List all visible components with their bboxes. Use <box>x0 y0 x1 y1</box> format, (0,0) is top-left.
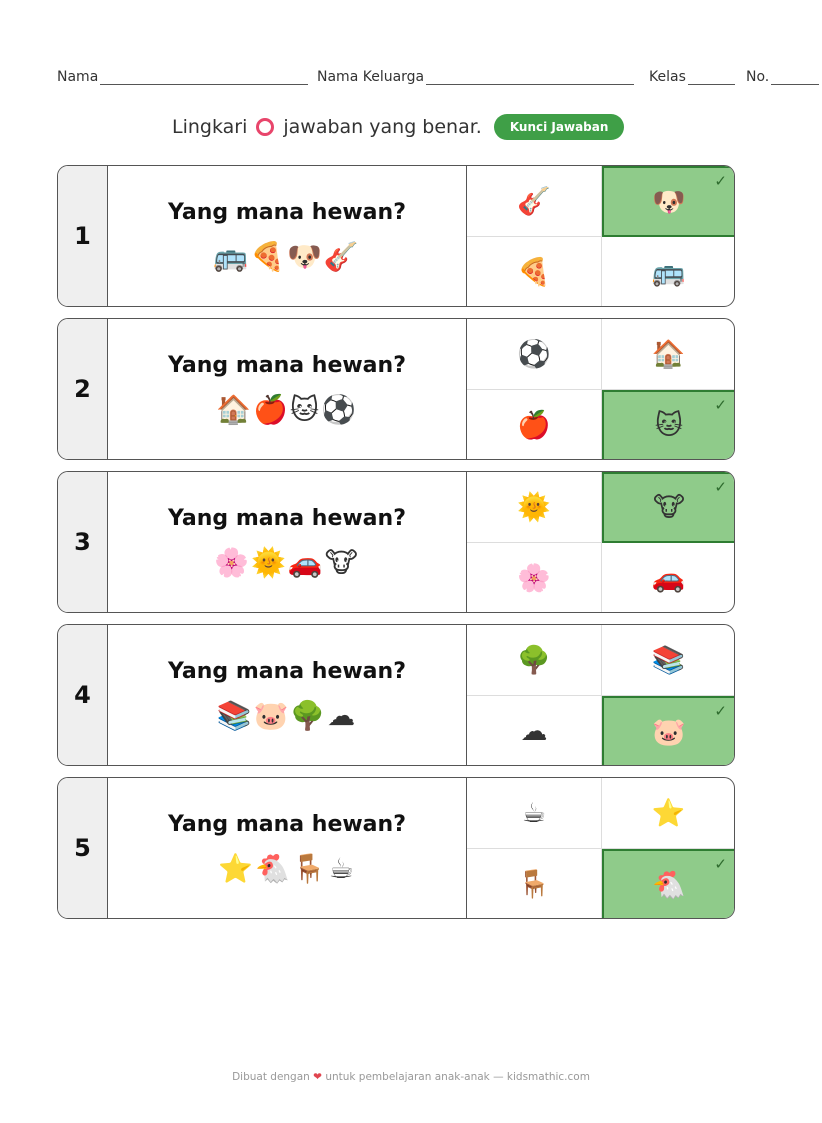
option-emoji: 🚌 <box>651 257 686 288</box>
check-icon: ✓ <box>714 702 727 720</box>
check-icon: ✓ <box>714 478 727 496</box>
footer <box>0 1071 822 1083</box>
class-label: Kelas <box>649 69 686 85</box>
answer-option[interactable] <box>467 237 602 307</box>
answer-option[interactable] <box>467 696 602 766</box>
answer-option[interactable] <box>467 472 602 543</box>
option-emoji: ⭐ <box>651 798 686 829</box>
question-card <box>57 624 735 766</box>
question-panel <box>108 625 467 765</box>
answer-option[interactable] <box>467 625 602 696</box>
question-text: Yang mana hewan? <box>168 200 406 225</box>
question-panel <box>108 319 467 459</box>
option-emoji: 🐷 <box>652 716 686 748</box>
answer-option[interactable] <box>602 625 735 696</box>
name-label: Nama <box>57 69 99 85</box>
option-emoji: ☁ <box>520 715 548 747</box>
option-emoji: 🍎 <box>517 410 551 441</box>
answer-option-correct[interactable] <box>602 390 735 460</box>
answer-option[interactable] <box>602 237 735 307</box>
footer-text-before: Dibuat dengan <box>232 1071 310 1083</box>
answer-option-correct[interactable] <box>602 472 735 543</box>
question-panel <box>108 778 467 918</box>
question-items: 📚🐷🌳☁ <box>216 699 358 732</box>
option-emoji: 🎸 <box>517 186 551 217</box>
answer-option[interactable] <box>602 543 735 613</box>
option-emoji: 🏠 <box>651 339 686 370</box>
question-text: Yang mana hewan? <box>168 506 406 531</box>
family-name-label: Nama Keluarga <box>317 69 425 85</box>
option-emoji: 🌞 <box>517 492 551 523</box>
question-number: 2 <box>58 319 108 459</box>
student-info-header <box>57 68 822 90</box>
answer-grid <box>467 166 735 306</box>
question-number: 4 <box>58 625 108 765</box>
option-emoji: 🌳 <box>517 645 551 676</box>
option-emoji: 🐶 <box>652 186 686 218</box>
question-card <box>57 165 735 307</box>
answer-option[interactable] <box>467 166 602 237</box>
name-line[interactable] <box>100 68 308 85</box>
check-icon: ✓ <box>714 855 727 873</box>
question-items: 🚌🍕🐶🎸 <box>213 240 361 273</box>
answer-grid <box>467 319 735 459</box>
question-items: 🏠🍎🐱⚽ <box>216 393 358 426</box>
option-emoji: 🚗 <box>651 563 686 594</box>
family-name-line[interactable] <box>426 68 634 85</box>
circle-icon <box>256 118 274 136</box>
answer-option[interactable] <box>602 319 735 390</box>
answer-option[interactable] <box>467 849 602 919</box>
family-name-field[interactable] <box>317 68 634 85</box>
question-items: 🌸🌞🚗🐮 <box>214 546 360 579</box>
question-text: Yang mana hewan? <box>168 659 406 684</box>
question-card <box>57 318 735 460</box>
answer-option[interactable] <box>467 319 602 390</box>
option-emoji: 🪑 <box>517 869 551 900</box>
answer-key-badge: Kunci Jawaban <box>494 114 625 140</box>
check-icon: ✓ <box>714 172 727 190</box>
class-field[interactable] <box>649 68 735 85</box>
option-emoji: 📚 <box>651 645 686 676</box>
answer-option[interactable] <box>602 778 735 849</box>
class-line[interactable] <box>688 68 735 85</box>
answer-grid <box>467 778 735 918</box>
answer-option-correct[interactable] <box>602 696 735 766</box>
instruction-text-before: Lingkari <box>172 116 248 138</box>
question-panel <box>108 166 467 306</box>
question-items: ⭐🐔🪑☕ <box>218 852 356 885</box>
answer-option-correct[interactable] <box>602 166 735 237</box>
option-emoji: 🌸 <box>517 563 551 594</box>
name-field[interactable] <box>57 68 308 85</box>
option-emoji: 🐔 <box>652 869 686 901</box>
answer-option-correct[interactable] <box>602 849 735 919</box>
heart-icon: ❤ <box>313 1071 322 1083</box>
footer-text-after: untuk pembelajaran anak-anak — kidsmathic.com <box>325 1071 590 1083</box>
number-field[interactable] <box>746 68 819 85</box>
question-number: 1 <box>58 166 108 306</box>
question-card <box>57 471 735 613</box>
answer-grid <box>467 625 735 765</box>
question-number: 5 <box>58 778 108 918</box>
answer-option[interactable] <box>467 390 602 460</box>
option-emoji: ⚽ <box>517 339 551 370</box>
option-emoji: 🐱 <box>654 410 684 441</box>
answer-grid <box>467 472 735 612</box>
option-emoji: ☕ <box>521 797 547 829</box>
check-icon: ✓ <box>714 396 727 414</box>
instruction <box>172 112 624 142</box>
instruction-text-after: jawaban yang benar. <box>283 116 482 138</box>
question-text: Yang mana hewan? <box>168 812 406 837</box>
option-emoji: 🐮 <box>653 492 685 523</box>
question-number: 3 <box>58 472 108 612</box>
question-card <box>57 777 735 919</box>
answer-option[interactable] <box>467 778 602 849</box>
number-line[interactable] <box>771 68 819 85</box>
question-text: Yang mana hewan? <box>168 353 406 378</box>
answer-option[interactable] <box>467 543 602 613</box>
option-emoji: 🍕 <box>517 257 551 288</box>
question-panel <box>108 472 467 612</box>
number-label: No. <box>746 69 770 85</box>
